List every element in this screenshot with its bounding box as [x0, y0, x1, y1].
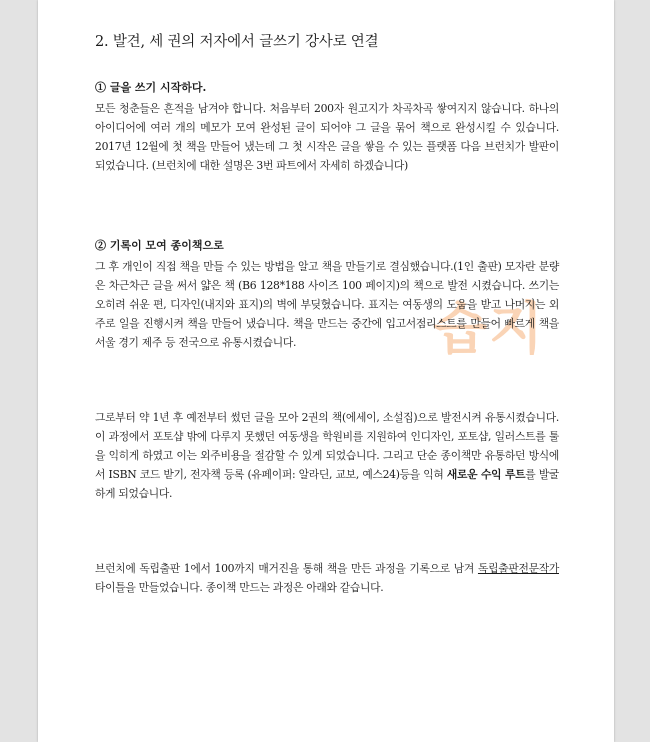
paragraph-3: [95, 408, 559, 503]
paragraph-4: [95, 559, 559, 597]
paragraph-3-bold: 새로운 수익 루트: [446, 468, 526, 481]
page-title: 2. 발견, 세 권의 저자에서 글쓰기 강사로 연결: [95, 34, 379, 50]
paragraph-4-underlined: 독립출판전문작가: [477, 562, 559, 575]
paragraph-4-text-before: 브런치에 독립출판 1에서 100까지 매거진을 통해 책을 만든 과정을 기록으로 남겨: [95, 562, 478, 575]
section-1-body: 모든 청춘들은 흔적을 남겨야 합니다. 처음부터 200자 원고지가 차곡차곡 쌓여지지 않습니다. 하나의 아이디어에 여러 개의 메모가 모여 완성된 글이 되어야 그 글을 묶어 책으로 완성시킬 수 있습니다. 2017년 12월에 첫 책을 만들어 냈는데 그 첫 시작은 글을 쌓을 수 있는 플랫폼 다음 브런치가 발판이 되었습니다. (브런치에 대한 설명은 3번 파트에서 자세히 하겠습니다): [95, 102, 559, 172]
watermark-text: 습지: [433, 297, 546, 362]
paragraph-4-text-after: 타이틀을 만들었습니다. 종이책 만드는 과정은 아래와 같습니다.: [95, 581, 384, 594]
section-2-heading: ② 기록이 모여 종이책으로: [95, 239, 224, 252]
document-page: [38, 0, 614, 742]
section-1-heading: ① 글을 쓰기 시작하다.: [95, 81, 207, 94]
section-2-body: 그 후 개인이 직접 책을 만들 수 있는 방법을 알고 책을 만들기로 결심했습니다.(1인 출판) 모자란 분량은 차근차근 글을 써서 얇은 책 (B6 128*188 사이즈 100 페이지)의 책으로 발전 시켰습니다. 쓰기는 오히려 쉬운 편, 디자인(내지와 표지)의 벽에 부딪혔습니다. 표지는 여동생의 도움을 받고 나머지는 외주로 일을 진행시켜 책을 만들어 냈습니다. 책을 만드는 중간에 입고서점리스트를 만들어 빠르게 책을 서울 경기 제주 등 전국으로 유통시켰습니다.: [95, 260, 559, 349]
paragraph-3-text-after: 를 발굴하게 되었습니다.: [95, 468, 559, 500]
paragraph-3-text-before: 그로부터 약 1년 후 예전부터 썼던 글을 모아 2권의 책(에세이, 소설집)으로 발전시켜 유통시켰습니다. 이 과정에서 포토샵 밖에 다루지 못했던 여동생을 학원비를 지원하여 인디자인, 포토샵, 일러스트를 툴을 익히게 하였고 이는 외주비용을 절감할 수 있게 되었습니다. 그리고 단순 종이책만 유통하던 방식에서 ISBN 코드 받기, 전자책 등록 (유페이퍼: 알라딘, 교보, 예스24)등을 익혀: [95, 411, 559, 481]
document-content: [95, 30, 559, 597]
